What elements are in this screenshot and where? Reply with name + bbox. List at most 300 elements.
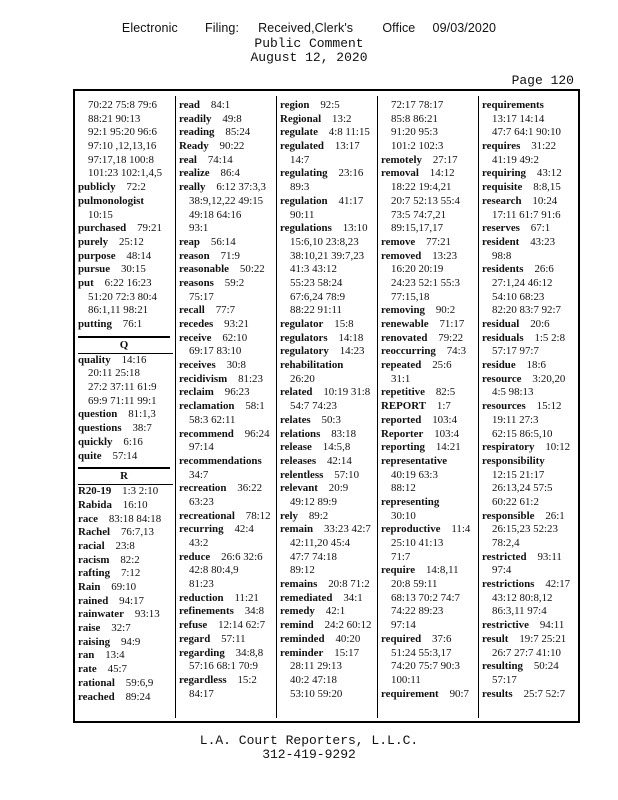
- index-word: rely: [280, 509, 298, 522]
- index-page-reference: 30:8: [226, 359, 246, 372]
- page-reference-continuation: 19:11 27:3: [492, 413, 539, 426]
- page-reference-continuation: 54:7 74:23: [290, 400, 337, 413]
- index-entry: [179, 332, 274, 346]
- index-entry: [482, 441, 577, 455]
- index-page-reference: 96:23: [224, 386, 250, 399]
- page-reference-continuation: 68:13 70:2 74:7: [391, 591, 460, 604]
- page-reference-continuation: 40:19 63:3: [391, 468, 438, 481]
- index-word: questions: [78, 422, 122, 435]
- index-page-reference: 50:24: [533, 660, 559, 673]
- page-reference-continuation: 58:3 62:11: [189, 413, 236, 426]
- index-entry: [280, 647, 375, 661]
- index-entry: [381, 441, 476, 455]
- index-page-reference: 81:23: [238, 372, 263, 385]
- index-word: responsible: [482, 509, 535, 522]
- index-word: regulators: [280, 331, 328, 344]
- page-reference-continuation: 100:11: [391, 673, 421, 686]
- index-entry: [78, 484, 173, 499]
- page-reference-continuation: 42:11,20 45:4: [290, 537, 351, 549]
- index-word: really: [179, 181, 206, 194]
- stamp-office: Office: [382, 21, 416, 35]
- index-page-reference: 25:12: [118, 235, 144, 248]
- index-entry: [179, 619, 274, 633]
- index-page-reference: 74:14: [207, 153, 233, 166]
- page-reference-continuation: 63:23: [189, 495, 214, 508]
- index-entry: [179, 633, 274, 647]
- index-word: realize: [179, 167, 210, 180]
- index-page-reference: 38:7: [132, 422, 152, 435]
- index-entry: [78, 554, 173, 568]
- index-word: purchased: [78, 222, 127, 235]
- index-page-reference: 6:22 16:23: [104, 276, 152, 289]
- index-word: recommendations: [179, 454, 262, 467]
- index-entry: [78, 277, 173, 291]
- index-page-reference: 41:17: [338, 194, 364, 207]
- index-word: remedy: [280, 605, 315, 618]
- index-word: reporting: [381, 441, 425, 454]
- index-entry: [78, 436, 173, 450]
- page-reference-continuation: 47:7 74:18: [290, 550, 337, 563]
- index-entry: [482, 373, 577, 387]
- index-entry: [280, 578, 375, 592]
- page-reference-continuation: 41:3 43:12: [290, 263, 337, 276]
- index-word: reproductive: [381, 523, 441, 536]
- index-word: racism: [78, 553, 110, 566]
- index-word: raise: [78, 622, 101, 635]
- index-page-reference: 18:6: [526, 359, 546, 372]
- index-word: reasonable: [179, 263, 230, 276]
- index-word: recreational: [179, 509, 235, 522]
- index-entry: [78, 649, 173, 663]
- index-word: regulator: [280, 318, 324, 330]
- index-word: Rain: [78, 581, 101, 593]
- index-entry: [78, 250, 173, 264]
- index-word: resulting: [482, 660, 523, 673]
- page-reference-continuation: 92:1 95:20 96:6: [88, 126, 157, 139]
- index-word: recall: [179, 304, 205, 317]
- index-word: result: [482, 632, 509, 645]
- page-reference-continuation: 89:12: [290, 564, 315, 577]
- index-entry: [78, 408, 173, 422]
- page-reference-continuation: 20:7 52:13 55:4: [391, 194, 460, 207]
- index-word: restrictions: [482, 578, 535, 591]
- page-reference-continuation: 74:22 89:23: [391, 605, 444, 618]
- index-page-reference: 14:21: [435, 441, 461, 454]
- index-entry: [78, 526, 173, 540]
- index-page-reference: 48:14: [126, 249, 152, 262]
- page-reference-continuation: 97:4: [492, 564, 512, 577]
- index-page-reference: 45:7: [107, 663, 128, 676]
- section-letter: R: [78, 467, 170, 484]
- index-word: REPORT: [381, 400, 426, 413]
- page-reference-continuation: 20:8 59:11: [391, 578, 438, 591]
- page-reference-continuation: 51:20 72:3 80:4: [88, 290, 157, 303]
- index-word: reclaim: [179, 386, 214, 399]
- index-entry: [78, 540, 173, 554]
- index-word: readily: [179, 112, 212, 125]
- footer-company: L.A. Court Reporters, L.L.C.: [199, 733, 419, 748]
- index-page-reference: 26:1: [545, 509, 565, 522]
- index-page-reference: 33:23 42:7: [323, 523, 371, 536]
- index-page-reference: 23:16: [338, 167, 364, 180]
- index-page-reference: 50:22: [239, 263, 265, 276]
- index-entry: [381, 428, 476, 442]
- index-page-reference: 14:16: [121, 353, 147, 366]
- index-word: purely: [78, 235, 109, 248]
- index-page-reference: 89:24: [125, 690, 151, 703]
- page-reference-continuation: 93:1: [189, 222, 209, 235]
- index-entry: [78, 353, 173, 368]
- index-entry: [179, 277, 274, 291]
- index-word: reasons: [179, 276, 214, 289]
- index-word: refinements: [179, 605, 234, 618]
- index-page-reference: 14:18: [338, 331, 364, 344]
- index-page-reference: 13:4: [105, 649, 125, 662]
- page-reference-continuation: 53:10 59:20: [290, 687, 343, 700]
- index-entry: [280, 482, 375, 496]
- index-page-reference: 90:22: [219, 140, 245, 153]
- stamp-electronic: Electronic: [121, 21, 178, 35]
- index-word: reason: [179, 249, 210, 262]
- index-word: restricted: [482, 550, 527, 563]
- index-word: recedes: [179, 318, 214, 330]
- index-word: representing: [381, 495, 440, 508]
- page-reference-continuation: 26:7 27:7 41:10: [492, 646, 561, 659]
- index-entry: [482, 633, 577, 647]
- page-reference-continuation: 26:20: [290, 372, 315, 385]
- index-entry: [179, 373, 274, 387]
- index-word: related: [280, 386, 313, 399]
- index-word: reached: [78, 690, 115, 703]
- index-page-reference: 103:4: [432, 413, 458, 426]
- index-page-reference: 14:8,11: [425, 564, 459, 577]
- stamp-date: 09/03/2020: [432, 21, 497, 35]
- page-reference-continuation: 49:12 89:9: [290, 495, 337, 508]
- index-page-reference: 58:1: [245, 400, 265, 413]
- index-entry: [381, 455, 476, 469]
- index-page-reference: 72:2: [126, 181, 146, 194]
- index-column-4: [381, 99, 476, 715]
- page-reference-continuation: 30:10: [391, 509, 416, 522]
- index-word: pursue: [78, 263, 111, 276]
- index-word: restrictive: [482, 619, 529, 632]
- page-reference-continuation: 97:10 ,12,13,16: [88, 140, 157, 153]
- index-word: regulation: [280, 194, 328, 207]
- index-word: reduction: [179, 591, 224, 604]
- index-page-reference: 1:3 2:10: [122, 485, 159, 498]
- index-word: remediated: [280, 591, 333, 604]
- index-entry: [280, 222, 375, 236]
- page-reference-continuation: 71:7: [391, 550, 411, 563]
- index-page-reference: 79:21: [137, 222, 162, 235]
- index-word: Ready: [179, 140, 209, 153]
- index-entry: [78, 181, 173, 195]
- index-word: regulating: [280, 167, 328, 180]
- index-entry: [482, 619, 577, 633]
- index-page-reference: 15:2: [237, 673, 257, 686]
- page-reference-continuation: 20:11 25:18: [88, 367, 140, 380]
- index-word: renewable: [381, 318, 429, 330]
- column-divider: [276, 96, 277, 718]
- index-page-reference: 56:14: [210, 235, 236, 248]
- index-word: rate: [78, 663, 97, 676]
- index-word: purpose: [78, 249, 116, 262]
- index-word: requisite: [482, 181, 523, 194]
- index-page-reference: 42:4: [234, 523, 254, 536]
- index-page-reference: 42:1: [325, 605, 346, 618]
- index-word: reoccurring: [381, 345, 436, 358]
- page-reference-continuation: 85:8 86:21: [391, 112, 438, 125]
- index-word: recreation: [179, 482, 227, 495]
- index-page-reference: 103:4: [434, 427, 460, 440]
- index-entry: [179, 113, 274, 127]
- index-entry: [482, 660, 577, 674]
- index-entry: [381, 250, 476, 264]
- index-page-reference: 79:22: [438, 331, 464, 344]
- index-entry: [78, 595, 173, 609]
- index-page-reference: 42:17: [545, 578, 571, 591]
- page-reference-continuation: 82:20 83:7 92:7: [492, 304, 561, 317]
- page-reference-continuation: 49:18 64:16: [189, 208, 242, 221]
- index-word: regardless: [179, 673, 227, 686]
- index-word: question: [78, 408, 118, 421]
- index-page-reference: 86:4: [220, 167, 240, 180]
- index-page-reference: 34:1: [343, 591, 363, 604]
- index-word: releases: [280, 454, 317, 467]
- index-word: rational: [78, 676, 115, 689]
- index-word: rehabilitation: [280, 359, 344, 372]
- index-word: recurring: [179, 523, 224, 536]
- page-reference-continuation: 57:17 97:7: [492, 345, 539, 358]
- index-page-reference: 50:3: [321, 413, 341, 426]
- index-entry: [280, 469, 375, 483]
- index-entry: [280, 345, 375, 359]
- index-entry: [482, 578, 577, 592]
- index-page-reference: 76:7,13: [120, 526, 154, 539]
- index-entry: [482, 167, 577, 181]
- index-entry: [280, 99, 375, 113]
- page-reference-continuation: 13:17 14:14: [492, 112, 545, 125]
- index-page-reference: 10:24: [532, 194, 558, 207]
- index-word: reduce: [179, 550, 211, 563]
- index-word: recidivism: [179, 372, 228, 385]
- page-reference-continuation: 51:24 55:3,17: [391, 646, 452, 659]
- index-entry: [482, 263, 577, 277]
- index-entry: [78, 663, 173, 677]
- index-entry: [482, 318, 577, 332]
- page-reference-continuation: 97:14: [391, 619, 416, 632]
- index-entry: [482, 551, 577, 565]
- index-page-reference: 85:24: [225, 126, 251, 139]
- index-word: racial: [78, 539, 105, 552]
- index-page-reference: 90:7: [449, 687, 469, 700]
- page-reference-continuation: 72:17 78:17: [391, 99, 444, 111]
- index-entry: [482, 140, 577, 154]
- index-page-reference: 34:8,8: [235, 646, 264, 659]
- page-reference-continuation: 41:19 49:2: [492, 153, 539, 166]
- index-entry: [179, 605, 274, 619]
- index-page-reference: 42:14: [326, 454, 352, 467]
- index-page-reference: 27:17: [432, 153, 458, 166]
- index-word: reap: [179, 235, 200, 248]
- index-entry: [179, 428, 274, 442]
- page-reference-continuation: 97:17,18 100:8: [88, 153, 154, 166]
- index-word: rained: [78, 594, 109, 607]
- index-word: Rabida: [78, 498, 112, 511]
- page-reference-continuation: 43:2: [189, 537, 209, 549]
- index-word: rafting: [78, 567, 111, 580]
- page-reference-continuation: 55:23 58:24: [290, 276, 343, 289]
- index-entry: [78, 636, 173, 650]
- index-entry: [381, 386, 476, 400]
- index-page-reference: 20:8 71:2: [328, 578, 370, 591]
- index-word: regulate: [280, 126, 318, 139]
- index-word: relations: [280, 427, 321, 440]
- index-entry: [482, 195, 577, 209]
- index-word: relates: [280, 413, 311, 426]
- index-word: remains: [280, 578, 318, 591]
- index-word: reminded: [280, 632, 325, 645]
- index-entry: [482, 688, 577, 702]
- index-word: residual: [482, 318, 520, 330]
- index-word: removing: [381, 304, 425, 317]
- index-word: recommend: [179, 427, 234, 440]
- page-reference-continuation: 74:20 75:7 90:3: [391, 660, 460, 673]
- index-entry: [78, 195, 173, 209]
- index-entry: [381, 359, 476, 373]
- index-page-reference: 71:9: [220, 249, 240, 262]
- index-page-reference: 84:1: [210, 99, 231, 111]
- index-page-reference: 4:8 11:15: [328, 126, 370, 139]
- index-entry: [280, 359, 375, 373]
- index-entry: [179, 181, 274, 195]
- index-entry: [179, 250, 274, 264]
- index-page-reference: 14:12: [429, 167, 455, 180]
- index-page-reference: 25:6: [432, 359, 452, 372]
- index-entry: [482, 181, 577, 195]
- index-entry: [381, 688, 476, 702]
- footer-phone: 312-419-9292: [262, 747, 356, 762]
- index-word: remotely: [381, 153, 422, 166]
- header-title: Public Comment: [254, 36, 364, 51]
- page-reference-continuation: 4:5 98:13: [492, 386, 534, 399]
- page-reference-continuation: 10:15: [88, 208, 113, 221]
- index-entry: [381, 414, 476, 428]
- index-entry: [280, 414, 375, 428]
- index-page-reference: 6:16: [123, 435, 143, 448]
- index-page-reference: 13:23: [432, 249, 458, 262]
- index-page-reference: 77:21: [426, 235, 451, 248]
- index-page-reference: 94:9: [120, 635, 141, 648]
- page-reference-continuation: 101:23 102:1,4,5: [88, 167, 163, 180]
- page-reference-continuation: 69:17 83:10: [189, 345, 242, 358]
- page-reference-continuation: 78:2,4: [492, 537, 520, 549]
- index-page-reference: 12:14 62:7: [218, 619, 266, 632]
- index-entry: [179, 99, 274, 113]
- index-page-reference: 10:19 31:8: [323, 386, 371, 399]
- index-page-reference: 13:2: [332, 112, 352, 125]
- index-entry: [78, 608, 173, 622]
- index-page-reference: 93:11: [537, 550, 562, 563]
- index-column-1: [78, 99, 173, 715]
- index-page-reference: 15:8: [334, 318, 354, 330]
- index-entry: [381, 523, 476, 537]
- index-entry: [179, 523, 274, 537]
- index-entry: [78, 622, 173, 636]
- page-reference-continuation: 57:17: [492, 673, 517, 686]
- page-reference-continuation: 25:10 41:13: [391, 537, 444, 549]
- index-page-reference: 71:17: [439, 318, 465, 330]
- index-word: removal: [381, 167, 419, 180]
- index-entry: [78, 450, 173, 464]
- index-page-reference: 93:21: [224, 318, 249, 330]
- index-page-reference: 90:2: [435, 304, 456, 317]
- page-reference-continuation: 62:15 86:5,10: [492, 427, 553, 440]
- index-word: publicly: [78, 181, 116, 194]
- index-word: requirement: [381, 687, 439, 700]
- page-reference-continuation: 38:10,21 39:7,23: [290, 249, 365, 262]
- index-page-reference: 92:5: [320, 99, 340, 111]
- page-reference-continuation: 24:23 52:1 55:3: [391, 276, 460, 289]
- index-entry: [280, 332, 375, 346]
- index-entry: [179, 154, 274, 168]
- index-entry: [280, 619, 375, 633]
- page-reference-continuation: 101:2 102:3: [391, 140, 444, 153]
- index-entry: [179, 592, 274, 606]
- index-page-reference: 69:10: [111, 581, 137, 593]
- index-word: regulatory: [280, 345, 329, 358]
- index-word: regarding: [179, 646, 225, 659]
- index-entry: [78, 263, 173, 277]
- index-entry: [280, 167, 375, 181]
- index-page-reference: 94:17: [119, 594, 144, 607]
- page-reference-continuation: 38:9,12,22 49:15: [189, 194, 264, 207]
- page-reference-continuation: 60:22 61:2: [492, 495, 539, 508]
- index-entry: [280, 428, 375, 442]
- index-word: reminder: [280, 646, 324, 659]
- index-entry: [381, 633, 476, 647]
- index-page-reference: 10:12: [545, 441, 571, 454]
- index-page-reference: 83:18: [331, 427, 357, 440]
- index-page-reference: 8:8,15: [533, 181, 561, 194]
- index-entry: [179, 167, 274, 181]
- index-page-reference: 82:5: [435, 386, 456, 399]
- index-entry: [381, 318, 476, 332]
- index-word: Regional: [280, 112, 322, 125]
- index-page-reference: 11:4: [451, 523, 471, 536]
- index-page-reference: 36:22: [237, 482, 263, 495]
- page-reference-continuation: 26:15,23 52:23: [492, 523, 558, 536]
- index-entry: [280, 140, 375, 154]
- index-entry: [381, 564, 476, 578]
- index-entry: [482, 455, 577, 469]
- index-page-reference: 11:21: [234, 591, 259, 604]
- index-page-reference: 59:2: [224, 276, 245, 289]
- index-entry: [179, 647, 274, 661]
- index-entry: [381, 400, 476, 414]
- index-word: read: [179, 99, 200, 111]
- index-word: research: [482, 194, 522, 207]
- index-entry: [179, 551, 274, 565]
- page-reference-continuation: 12:15 21:17: [492, 468, 545, 481]
- page-reference-continuation: 88:12: [391, 482, 416, 495]
- index-word: quickly: [78, 435, 113, 448]
- index-entry: [179, 126, 274, 140]
- page-reference-continuation: 98:8: [492, 249, 512, 262]
- index-word: require: [381, 564, 416, 577]
- index-page-reference: 34:8: [244, 605, 265, 618]
- page-reference-continuation: 86:1,11 98:21: [88, 304, 149, 317]
